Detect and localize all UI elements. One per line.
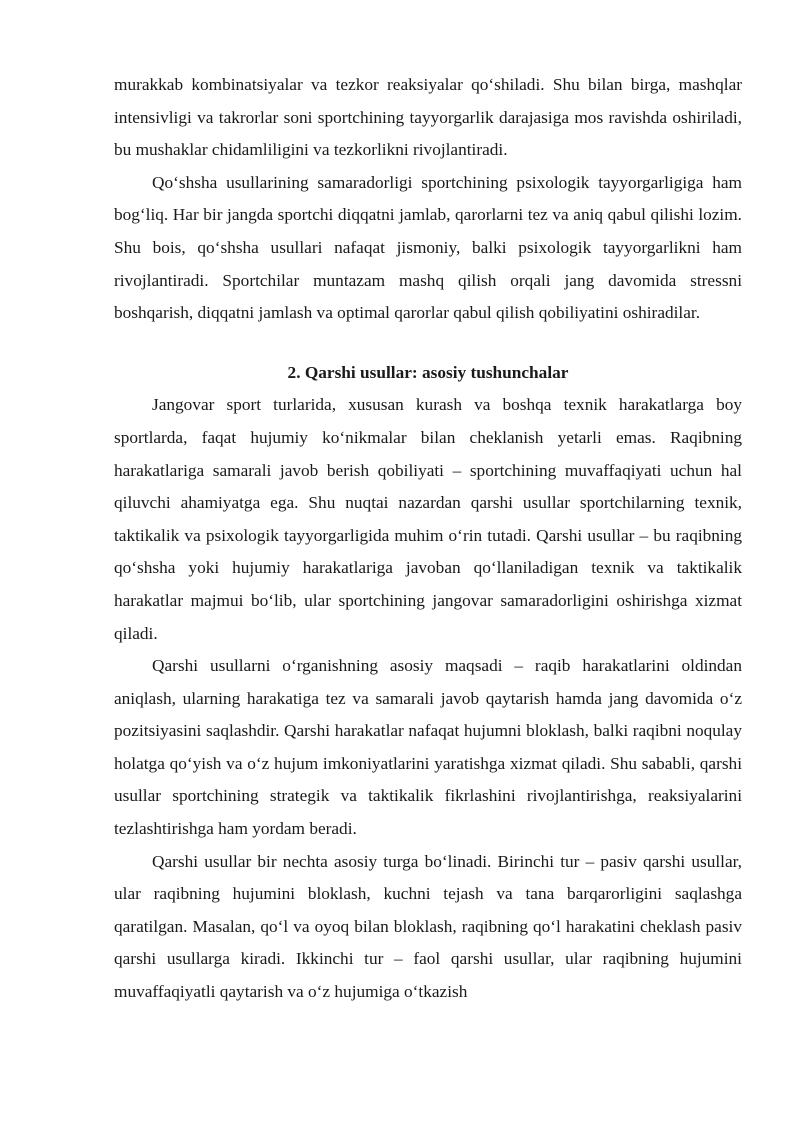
- paragraph-psychological-preparation: Qo‘shsha usullarining samaradorligi sportchining psixologik tayyorgarligiga ham bog‘liq. Har bir jangda sportchi diqqatni jamlab, qarorlarni tez va aniq qabul qilishi lozim. Shu bois, qo‘shsha usullari nafaqat jismoniy, balki psixologik tayyorgarlikni ham rivojlantiradi. Sportchilar muntazam mashq qilish orqali jang davomida stressni boshqarish, diqqatni jamlash va optimal qarorlar qabul qilish qobiliyatini oshiradilar.: [114, 172, 742, 323]
- paragraph-counter-techniques-types: Qarshi usullar bir nechta asosiy turga bo‘linadi. Birinchi tur – pasiv qarshi usullar, ular raqibning hujumini bloklash, kuchni tejash va tana barqarorligini saqlashga qaratilgan. Masalan, qo‘l va oyoq bilan bloklash, raqibning qo‘l harakatini cheklash pasiv qarshi usullarga kiradi. Ikkinchi tur – faol qarshi usullar, ular raqibning hujumini muvaffaqiyatli qaytarish va o‘z hujumiga o‘tkazish: [114, 851, 742, 1002]
- paragraph-continuation: murakkab kombinatsiyalar va tezkor reaksiyalar qo‘shiladi. Shu bilan birga, mashqlar intensivligi va takrorlar soni sportchining tayyorgarlik darajasiga mos ravishda oshiriladi, bu mushaklar chidamliligini va tezkorlikni rivojlantiradi.: [114, 75, 742, 160]
- paragraph-counter-techniques-goal: Qarshi usullarni o‘rganishning asosiy maqsadi – raqib harakatlarini oldindan aniqlash, ularning harakatiga tez va samarali javob qaytarish hamda jang davomida o‘z pozitsiyasini saqlashdir. Qarshi harakatlar nafaqat hujumni bloklash, balki raqibni noqulay holatga qo‘yish va o‘z hujum imkoniyatlarini yaratishga xizmat qiladi. Shu sababli, qarshi usullar sportchining strategik va taktikalik fikrlashini rivojlantirishga, reaksiyalarini tezlashtirishga ham yordam beradi.: [114, 656, 742, 839]
- section-heading: 2. Qarshi usullar: asosiy tushunchalar: [287, 362, 569, 382]
- paragraph-counter-techniques-intro: Jangovar sport turlarida, xususan kurash va boshqa texnik harakatlarga boy sportlarda, faqat hujumiy ko‘nikmalar bilan cheklanish yetarli emas. Raqibning harakatlariga samarali javob berish qobiliyati – sportchining muvaffaqiyati uchun hal qiluvchi ahamiyatga ega. Shu nuqtai nazardan qarshi usullar sportchilarning texnik, taktikalik va psixologik tayyorgarligida muhim o‘rin tutadi. Qarshi usullar – bu raqibning qo‘shsha yoki hujumiy harakatlariga javoban qo‘llaniladigan texnik va taktikalik harakatlar majmui bo‘lib, ular sportchining jangovar samaradorligini oshirishga xizmat qiladi.: [114, 395, 742, 643]
- document-page: [114, 69, 742, 1009]
